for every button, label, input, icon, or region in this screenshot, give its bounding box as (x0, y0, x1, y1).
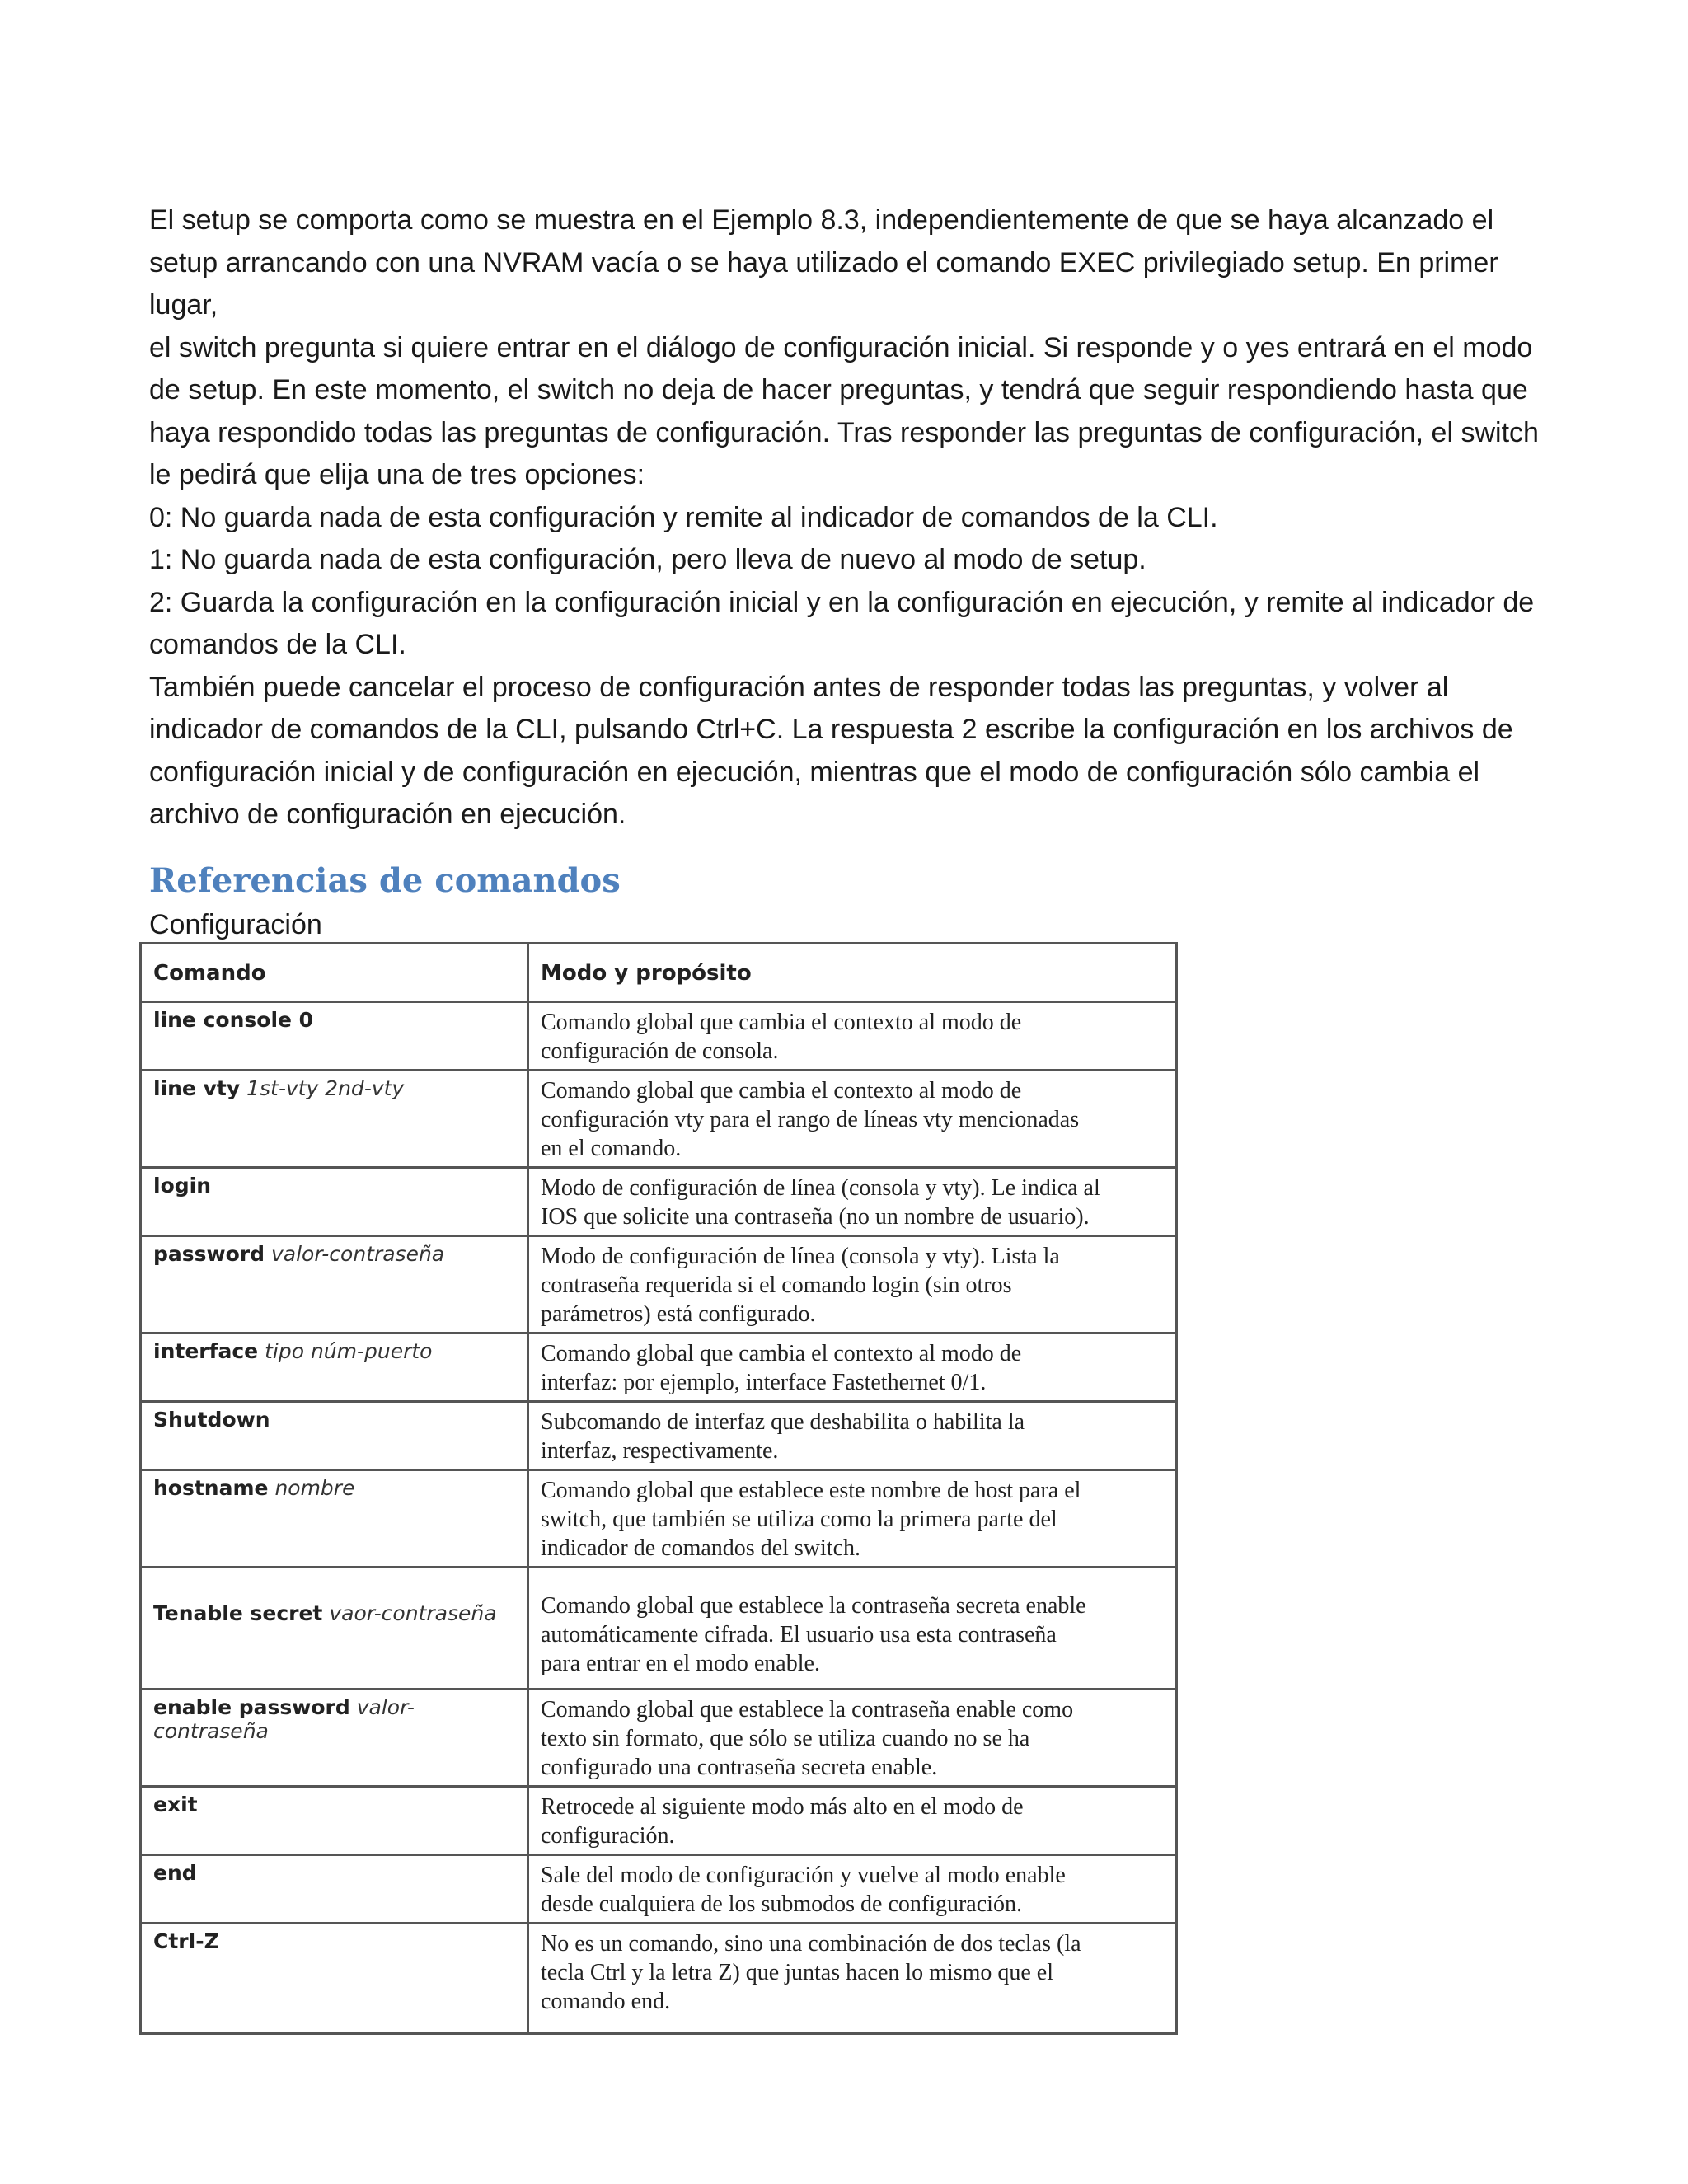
header-command: Comando (141, 944, 528, 1002)
command-argument: nombre (274, 1476, 355, 1500)
purpose-cell (528, 1333, 1177, 1402)
table-row (141, 1071, 1177, 1168)
purpose-line: para entrar en el modo enable. (541, 1651, 820, 1676)
command-keyword: hostname (153, 1476, 269, 1500)
purpose-line: en el comando. (541, 1136, 682, 1161)
purpose-line: Sale del modo de configuración y vuelve al modo enable (541, 1863, 1066, 1888)
purpose-cell (528, 1690, 1177, 1787)
table-row (141, 1855, 1177, 1924)
purpose-cell (528, 1071, 1177, 1168)
purpose-line: Comando global que cambia el contexto al modo de (541, 1341, 1022, 1366)
command-cell (141, 1333, 528, 1402)
command-keyword: password (153, 1242, 265, 1266)
table-row (141, 1236, 1177, 1333)
purpose-line: parámetros) está configurado. (541, 1301, 816, 1327)
purpose-line: Comando global que establece la contraseña enable como (541, 1697, 1074, 1722)
table-row (141, 1333, 1177, 1402)
section-heading: Referencias de comandos (149, 860, 621, 900)
purpose-line: indicador de comandos del switch. (541, 1535, 861, 1561)
purpose-line: tecla Ctrl y la letra Z) que juntas hacen lo mismo que el (541, 1960, 1054, 1985)
command-cell (141, 1568, 528, 1690)
command-cell (141, 1236, 528, 1333)
paragraph-line: de setup. En este momento, el switch no deja de hacer preguntas, y tendrá que seguir respondiendo hasta que (149, 374, 1528, 405)
purpose-line: comando end. (541, 1989, 671, 2014)
purpose-line: configuración vty para el rango de líneas vty mencionadas (541, 1107, 1080, 1132)
purpose-line: Subcomando de interfaz que deshabilita o habilita la (541, 1409, 1025, 1435)
command-cell (141, 1168, 528, 1236)
command-keyword: end (153, 1861, 197, 1885)
paragraph-line: El setup se comporta como se muestra en el Ejemplo 8.3, independientemente de que se haya alcanzado el (149, 204, 1494, 236)
paragraph-line: 0: No guarda nada de esta configuración y remite al indicador de comandos de la CLI. (149, 501, 1218, 533)
command-keyword: Ctrl-Z (153, 1929, 219, 1953)
table-row (141, 1787, 1177, 1855)
purpose-line: Modo de configuración de línea (consola y vty). Lista la (541, 1244, 1060, 1269)
table-row (141, 1924, 1177, 2034)
paragraph-line: archivo de configuración en ejecución. (149, 799, 626, 830)
command-cell (141, 1924, 528, 2034)
purpose-cell (528, 1855, 1177, 1924)
purpose-cell (528, 1236, 1177, 1333)
purpose-line: Comando global que cambia el contexto al modo de (541, 1010, 1022, 1035)
purpose-cell (528, 1002, 1177, 1071)
purpose-line: desde cualquiera de los submodos de configuración. (541, 1891, 1022, 1917)
purpose-line: switch, que también se utiliza como la primera parte del (541, 1507, 1057, 1532)
paragraph-line: haya respondido todas las preguntas de configuración. Tras responder las preguntas de configuración, el switch (149, 416, 1539, 448)
purpose-line: Retrocede al siguiente modo más alto en el modo de (541, 1794, 1024, 1820)
purpose-cell (528, 1924, 1177, 2034)
purpose-line: IOS que solicite una contraseña (no un nombre de usuario). (541, 1204, 1090, 1230)
command-keyword: exit (153, 1793, 198, 1816)
paragraph-line: configuración inicial y de configuración en ejecución, mientras que el modo de configuración sólo cambia el (149, 756, 1480, 788)
paragraph-line: el switch pregunta si quiere entrar en el diálogo de configuración inicial. Si responde y o yes entrará en el modo (149, 331, 1533, 363)
command-reference-table (139, 942, 1178, 2035)
paragraph-line: indicador de comandos de la CLI, pulsando Ctrl+C. La respuesta 2 escribe la configuración en los archivos de (149, 714, 1513, 745)
command-keyword: Tenable secret (153, 1601, 323, 1625)
command-argument: valor-contraseña (270, 1242, 445, 1266)
purpose-line: interfaz: por ejemplo, interface Fastethernet 0/1. (541, 1370, 987, 1395)
section-subheading: Configuración (149, 908, 322, 940)
purpose-cell (528, 1787, 1177, 1855)
table-row (141, 1690, 1177, 1787)
purpose-line: No es un comando, sino una combinación de dos teclas (la (541, 1931, 1081, 1957)
body-paragraph (149, 199, 1550, 837)
paragraph-line: También puede cancelar el proceso de configuración antes de responder todas las preguntas, y volver al (149, 671, 1449, 703)
page-content (149, 199, 1550, 945)
command-cell (141, 1855, 528, 1924)
command-argument: valor-contraseña (153, 1695, 415, 1743)
command-cell (141, 1470, 528, 1568)
command-argument: 1st-vty 2nd-vty (246, 1076, 405, 1100)
command-cell (141, 1002, 528, 1071)
purpose-line: Comando global que cambia el contexto al modo de (541, 1078, 1022, 1104)
command-keyword: Shutdown (153, 1408, 270, 1432)
command-keyword: line console 0 (153, 1008, 314, 1032)
table-row (141, 1002, 1177, 1071)
purpose-line: Comando global que establece este nombre de host para el (541, 1478, 1081, 1503)
header-purpose: Modo y propósito (528, 944, 1177, 1002)
purpose-line: configurado una contraseña secreta enable. (541, 1755, 938, 1780)
purpose-line: texto sin formato, que sólo se utiliza cuando no se ha (541, 1726, 1030, 1751)
table-row (141, 1470, 1177, 1568)
purpose-line: Comando global que establece la contraseña secreta enable (541, 1593, 1086, 1619)
table-header-row (141, 944, 1177, 1002)
command-keyword: login (153, 1174, 212, 1197)
command-keyword: enable password (153, 1695, 350, 1719)
paragraph-line: 2: Guarda la configuración en la configuración inicial y en la configuración en ejecución, y remite al indicador de (149, 586, 1535, 618)
command-argument: vaor-contraseña (329, 1601, 497, 1625)
table-row (141, 1168, 1177, 1236)
table-row (141, 1402, 1177, 1470)
purpose-line: contraseña requerida si el comando login (sin otros (541, 1272, 1012, 1298)
paragraph-line: comandos de la CLI. (149, 629, 406, 660)
purpose-line: configuración de consola. (541, 1038, 779, 1064)
purpose-line (541, 1573, 1167, 1591)
command-cell (141, 1402, 528, 1470)
command-cell (141, 1071, 528, 1168)
table-row (141, 1568, 1177, 1690)
command-cell (141, 1787, 528, 1855)
command-keyword: line vty (153, 1076, 241, 1100)
paragraph-line: le pedirá que elija una de tres opciones: (149, 459, 645, 490)
command-cell (141, 1690, 528, 1787)
purpose-cell (528, 1168, 1177, 1236)
purpose-line: interfaz, respectivamente. (541, 1438, 779, 1464)
command-argument: tipo núm-puerto (265, 1339, 433, 1363)
purpose-line: configuración. (541, 1823, 675, 1849)
paragraph-line: 1: No guarda nada de esta configuración, pero lleva de nuevo al modo de setup. (149, 544, 1146, 575)
purpose-line: Modo de configuración de línea (consola y vty). Le indica al (541, 1175, 1100, 1201)
paragraph-line: setup arrancando con una NVRAM vacía o se haya utilizado el comando EXEC privilegiado setup. En primer lugar, (149, 246, 1498, 321)
purpose-cell (528, 1470, 1177, 1568)
purpose-cell (528, 1568, 1177, 1690)
purpose-cell (528, 1402, 1177, 1470)
command-keyword: interface (153, 1339, 259, 1363)
purpose-line: automáticamente cifrada. El usuario usa esta contraseña (541, 1622, 1057, 1647)
